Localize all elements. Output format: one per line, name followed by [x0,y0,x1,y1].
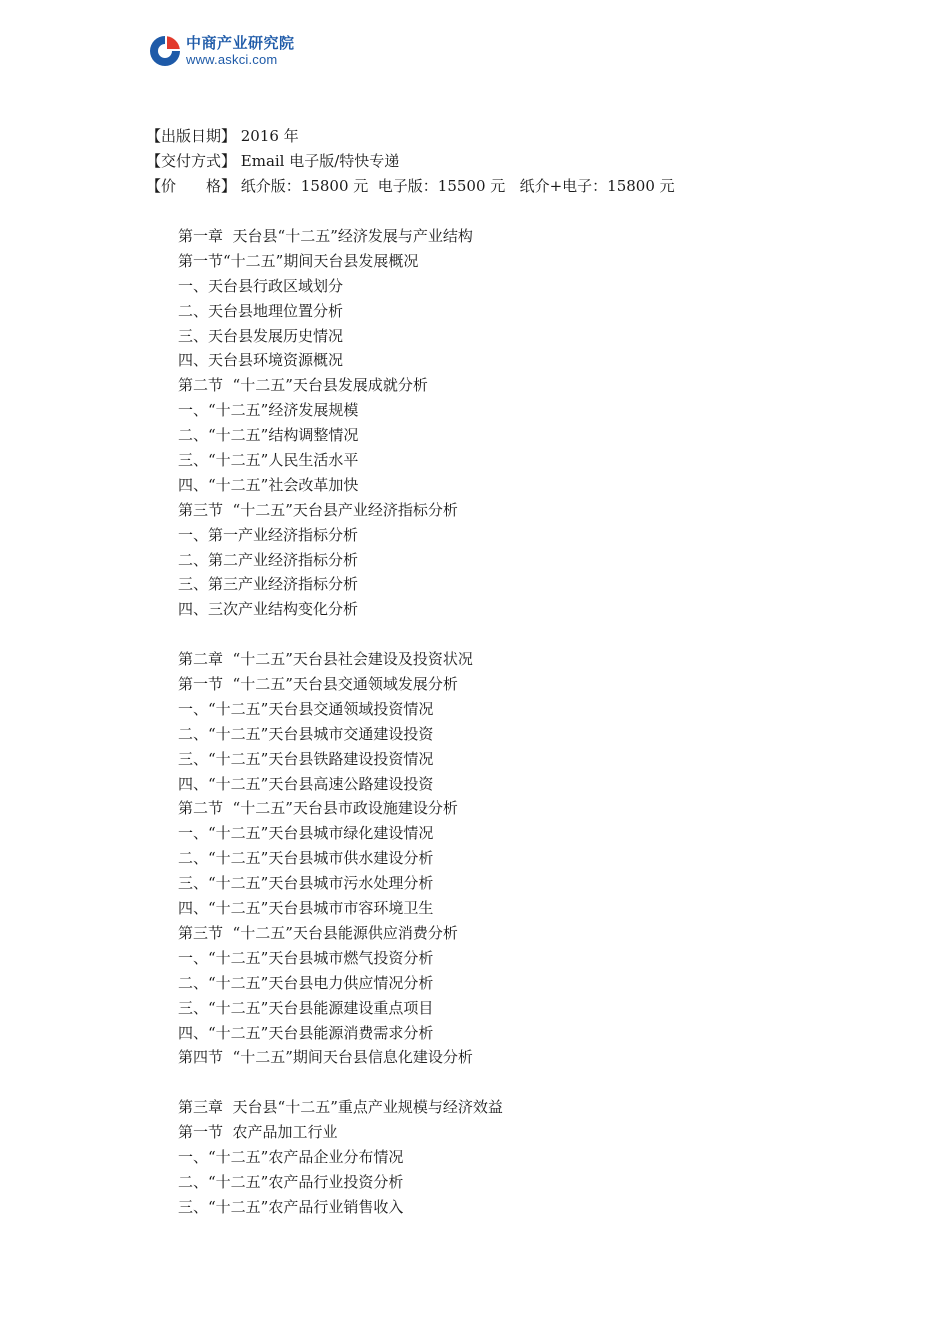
toc-item: 四、“十二五”天台县能源消费需求分析 [178,1023,434,1042]
toc-item: 二、“十二五”结构调整情况 [178,426,359,445]
toc-item: 四、天台县环境资源概况 [178,351,344,370]
price: 【价 格】 纸介版：15800 元 电子版：15500 元 纸介+电子：15800 元 [146,177,675,195]
toc-item: 一、天台县行政区域划分 [178,276,344,295]
toc-section: 第四节 “十二五”期间天台县信息化建设分析 [178,1048,473,1067]
toc-item: 四、“十二五”天台县高速公路建设投资 [178,774,434,793]
logo-text [186,36,295,66]
toc-item: 三、第三产业经济指标分析 [178,575,359,594]
toc-item: 二、天台县地理位置分析 [178,301,344,320]
toc-item: 三、“十二五”天台县铁路建设投资情况 [178,749,434,768]
toc-item: 二、第二产业经济指标分析 [178,550,359,569]
toc-item: 一、“十二五”天台县城市绿化建设情况 [178,824,434,843]
toc-item: 二、“十二五”农产品行业投资分析 [178,1172,404,1191]
toc-item: 四、“十二五”天台县城市市容环境卫生 [178,899,434,918]
toc-item: 四、“十二五”社会改革加快 [178,475,359,494]
toc-section: 第二节 “十二五”天台县市政设施建设分析 [178,799,458,818]
toc-item: 一、“十二五”农产品企业分布情况 [178,1147,404,1166]
toc-item: 一、“十二五”经济发展规模 [178,401,359,420]
toc-section: 第三节 “十二五”天台县产业经济指标分析 [178,500,458,519]
report-meta [146,124,675,199]
toc-item: 一、“十二五”天台县城市燃气投资分析 [178,948,434,967]
toc-item: 三、“十二五”农产品行业销售收入 [178,1197,404,1216]
toc-section: 第一节“十二五”期间天台县发展概况 [178,251,419,270]
logo-url: www.askci.com [186,52,278,67]
toc-item: 二、“十二五”天台县电力供应情况分析 [178,973,434,992]
toc-item: 二、“十二五”天台县城市供水建设分析 [178,849,434,868]
toc-spacer [178,622,503,647]
toc-item: 三、“十二五”天台县城市污水处理分析 [178,874,434,893]
logo-name: 中商产业研究院 [186,34,295,52]
company-logo [148,33,295,69]
toc-section: 第一节 “十二五”天台县交通领域发展分析 [178,675,458,694]
toc-item: 二、“十二五”天台县城市交通建设投资 [178,724,434,743]
toc-chapter: 第一章 天台县“十二五”经济发展与产业结构 [178,227,473,245]
toc-item: 四、三次产业结构变化分析 [178,600,359,619]
table-of-contents [178,224,503,1220]
toc-section: 第二节 “十二五”天台县发展成就分析 [178,376,428,395]
delivery-method: 【交付方式】 Email 电子版/特快专递 [146,152,400,170]
toc-item: 三、“十二五”天台县能源建设重点项目 [178,998,434,1017]
logo-mark-icon [148,34,182,68]
toc-section: 第一节 农产品加工行业 [178,1123,338,1142]
toc-item: 一、第一产业经济指标分析 [178,525,359,544]
toc-chapter: 第三章 天台县“十二五”重点产业规模与经济效益 [178,1098,503,1117]
toc-spacer [178,1070,503,1095]
toc-item: 一、“十二五”天台县交通领域投资情况 [178,699,434,718]
toc-item: 三、“十二五”人民生活水平 [178,451,359,470]
toc-section: 第三节 “十二五”天台县能源供应消费分析 [178,923,458,942]
toc-chapter: 第二章 “十二五”天台县社会建设及投资状况 [178,650,473,669]
publish-date: 【出版日期】 2016 年 [146,127,299,145]
toc-item: 三、天台县发展历史情况 [178,326,344,345]
